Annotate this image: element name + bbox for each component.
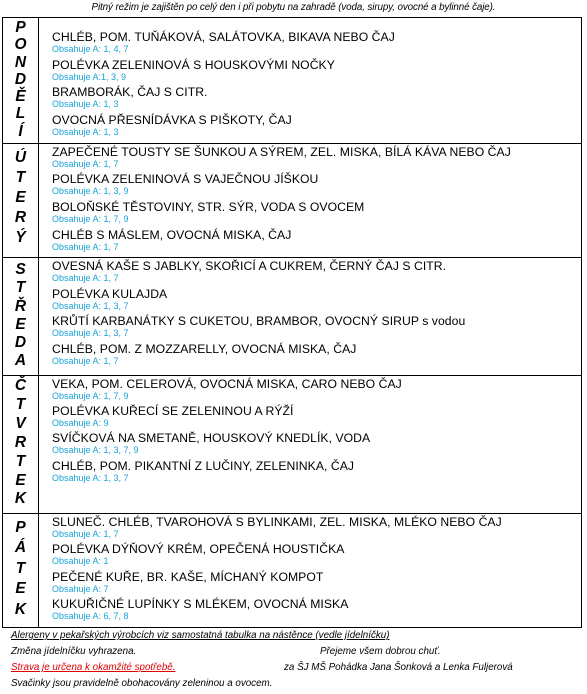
day-label-thursday: [3, 376, 39, 513]
allergen-info: Obsahuje A: 1, 3, 7, 9: [52, 445, 139, 455]
allergen-info: Obsahuje A: 9: [52, 418, 109, 428]
meal-name: PEČENÉ KUŘE, BR. KAŠE, MÍCHANÝ KOMPOT: [52, 570, 324, 584]
meal-name: CHLÉB, POM. TUŇÁKOVÁ, SALÁTOVKA, BIKAVA NEBO ČAJ: [52, 30, 395, 44]
day-letter: Ě: [15, 88, 26, 105]
day-letter: E: [15, 315, 26, 333]
meal-name: ZAPEČENÉ TOUSTY SE ŠUNKOU A SÝREM, ZEL. MISKA, BÍLÁ KÁVA NEBO ČAJ: [52, 145, 511, 159]
meal-name: KUKUŘIČNÉ LUPÍNKY S MLÉKEM, OVOCNÁ MISKA: [52, 597, 349, 611]
meal-item: [52, 200, 579, 224]
meal-item: [52, 314, 579, 338]
wish-note: Přejeme všem dobrou chuť.: [320, 646, 441, 657]
day-letter: Ř: [14, 297, 27, 315]
allergen-info: Obsahuje A: 1, 7, 9: [52, 391, 129, 401]
day-letter: R: [14, 433, 27, 451]
consumption-note: Strava je určena k okamžité spotřebě.: [11, 662, 176, 673]
allergen-note: Alergeny v pekařských výrobcích viz samostatná tabulka na nástěnce (vedle jídelníčku): [11, 630, 390, 641]
meal-name: POLÉVKA ZELENINOVÁ S HOUSKOVÝMI NOČKY: [52, 58, 335, 72]
day-letter: T: [15, 452, 26, 470]
day-letter: Í: [18, 122, 23, 140]
day-wednesday: [3, 257, 581, 375]
day-letter: P: [15, 19, 26, 36]
allergen-info: Obsahuje A: 1, 3: [52, 127, 119, 137]
meal-item: [52, 570, 579, 594]
meal-name: POLÉVKA KUŘECÍ SE ZELENINOU A RÝŽÍ: [52, 404, 294, 418]
meal-item: [52, 145, 579, 169]
meal-name: SVÍČKOVÁ NA SMETANĚ, HOUSKOVÝ KNEDLÍK, VODA: [52, 431, 371, 445]
signature: za ŠJ MŠ Pohádka Jana Šonková a Lenka Fuljerová: [284, 662, 513, 673]
day-letter: E: [15, 471, 26, 489]
meal-name: CHLÉB, POM. PIKANTNÍ Z LUČINY, ZELENINKA, ČAJ: [52, 459, 355, 473]
meal-item: [52, 542, 579, 566]
allergen-info: Obsahuje A: 1, 3: [52, 99, 119, 109]
allergen-info: Obsahuje A: 1, 7: [52, 356, 119, 366]
allergen-info: Obsahuje A: 1, 7, 9: [52, 214, 129, 224]
allergen-info: Obsahuje A: 1, 3, 7: [52, 328, 129, 338]
meal-name: CHLÉB S MÁSLEM, OVOCNÁ MISKA, ČAJ: [52, 228, 292, 242]
meal-name: BOLOŇSKÉ TĚSTOVINY, STR. SÝR, VODA S OVOCEM: [52, 200, 365, 214]
day-label-friday: [3, 514, 39, 627]
day-label-monday: [3, 18, 39, 143]
meal-item: [52, 113, 579, 137]
snacks-note: Svačinky jsou pravidelně obohacovány zeleninou a ovocem.: [11, 678, 273, 689]
day-letter: L: [15, 105, 26, 123]
meal-item: [52, 259, 579, 283]
allergen-info: Obsahuje A: 1, 3, 7: [52, 473, 129, 483]
meal-item: [52, 342, 579, 366]
day-letter: E: [15, 188, 26, 206]
menu-change-note: Změna jídelníčku vyhrazena.: [11, 646, 137, 657]
day-letter: T: [15, 559, 26, 577]
meal-name: VEKA, POM. CELEROVÁ, OVOCNÁ MISKA, CARO NEBO ČAJ: [52, 377, 402, 391]
day-letter: Á: [14, 539, 27, 557]
day-letter: N: [14, 53, 27, 71]
day-letter: R: [14, 208, 27, 226]
day-letter: Č: [14, 377, 27, 394]
allergen-info: Obsahuje A: 1, 3, 9: [52, 186, 129, 196]
day-letter: T: [15, 395, 26, 413]
day-letter: K: [14, 490, 27, 508]
day-friday: [3, 513, 581, 627]
day-letter: D: [14, 334, 27, 352]
meal-item: [52, 30, 579, 54]
day-letter: Ú: [14, 149, 27, 166]
allergen-info: Obsahuje A: 1, 7: [52, 529, 119, 539]
allergen-info: Obsahuje A: 6, 7, 8: [52, 611, 129, 621]
day-letter: P: [15, 519, 26, 536]
day-tuesday: [3, 143, 581, 257]
allergen-info: Obsahuje A: 1, 7: [52, 159, 119, 169]
meal-name: BRAMBORÁK, ČAJ S CITR.: [52, 85, 208, 99]
meal-item: [52, 597, 579, 621]
day-letter: A: [14, 352, 27, 370]
meal-item: [52, 377, 579, 401]
allergen-info: Obsahuje A: 1, 7: [52, 242, 119, 252]
allergen-info: Obsahuje A: 1, 4, 7: [52, 44, 129, 54]
meal-name: OVOCNÁ PŘESNÍDÁVKA S PIŠKOTY, ČAJ: [52, 113, 292, 127]
day-letter: E: [15, 580, 26, 598]
meal-item: [52, 228, 579, 252]
meal-name: CHLÉB, POM. Z MOZZARELLY, OVOCNÁ MISKA, ČAJ: [52, 342, 357, 356]
meal-name: POLÉVKA DÝŇOVÝ KRÉM, OPEČENÁ HOUSTIČKA: [52, 542, 345, 556]
drinking-regime-note: Pitný režim je zajištěn po celý den i při pobytu na zahradě (voda, sirupy, ovocné a bylinné čaje).: [91, 2, 496, 13]
day-label-tuesday: [3, 144, 39, 257]
day-letter: S: [15, 261, 26, 278]
day-letter: Ý: [15, 228, 26, 246]
day-letter: D: [14, 70, 27, 88]
meal-item: [52, 515, 579, 539]
meal-item: [52, 85, 579, 109]
day-monday: [3, 18, 581, 143]
meal-name: POLÉVKA KULAJDA: [52, 287, 168, 301]
meal-item: [52, 172, 579, 196]
day-label-wednesday: [3, 258, 39, 375]
day-letter: T: [15, 168, 26, 186]
meal-item: [52, 431, 579, 455]
day-thursday: [3, 375, 581, 513]
allergen-info: Obsahuje A: 1: [52, 556, 109, 566]
day-letter: K: [14, 600, 27, 618]
day-letter: V: [15, 414, 26, 432]
meal-name: OVESNÁ KAŠE S JABLKY, SKOŘICÍ A CUKREM, ČERNÝ ČAJ S CITR.: [52, 259, 447, 273]
allergen-info: Obsahuje A: 7: [52, 584, 109, 594]
meal-name: KRŮTÍ KARBANÁTKY S CUKETOU, BRAMBOR, OVOCNÝ SIRUP s vodou: [52, 314, 466, 328]
day-letter: O: [14, 36, 27, 54]
meal-item: [52, 58, 579, 82]
allergen-info: Obsahuje A: 1, 3, 7: [52, 301, 129, 311]
meal-item: [52, 287, 579, 311]
weekly-menu-table: [2, 17, 582, 628]
meal-item: [52, 459, 579, 483]
allergen-info: Obsahuje A:1, 3, 9: [52, 72, 127, 82]
allergen-info: Obsahuje A: 1, 7: [52, 273, 119, 283]
day-letter: T: [15, 279, 26, 297]
meal-item: [52, 404, 579, 428]
meal-name: POLÉVKA ZELENINOVÁ S VAJEČNOU JÍŠKOU: [52, 172, 319, 186]
meal-name: SLUNEČ. CHLÉB, TVAROHOVÁ S BYLINKAMI, ZEL. MISKA, MLÉKO NEBO ČAJ: [52, 515, 502, 529]
